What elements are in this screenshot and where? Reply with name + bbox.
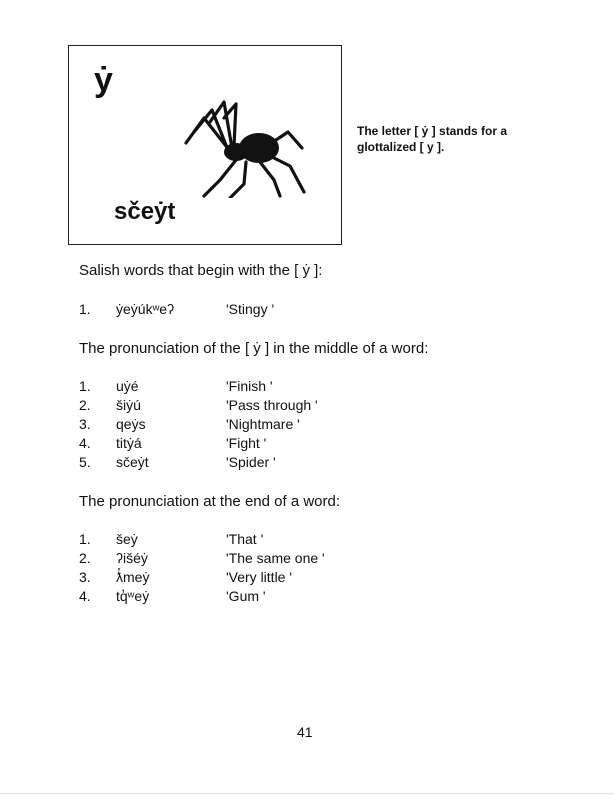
english-gloss: 'That ' [226,531,264,547]
english-gloss: 'Finish ' [226,378,273,394]
item-number: 5. [79,454,91,470]
english-gloss: 'Fight ' [226,435,267,451]
item-number: 1. [79,378,91,394]
english-gloss: 'Spider ' [226,454,276,470]
salish-word: sčeẏt [116,454,149,470]
section-heading-middle: The pronunciation of the [ ẏ ] in the middle of a word: [79,340,429,357]
page-edge-divider [0,793,614,794]
salish-word: ẏeẏúkʷeʔ [116,301,175,317]
item-number: 1. [79,531,91,547]
salish-word: šeẏ [116,531,138,547]
page-number: 41 [297,724,313,740]
english-gloss: 'Pass through ' [226,397,318,413]
english-gloss: 'Stingy ' [226,301,275,317]
item-number: 2. [79,397,91,413]
english-gloss: 'Gum ' [226,588,266,604]
english-gloss: 'Very little ' [226,569,293,585]
section-heading-end: The pronunciation at the end of a word: [79,493,341,510]
letter-caption: The letter [ ẏ ] stands for a glottalized [ y ]. [357,124,508,154]
item-number: 3. [79,569,91,585]
salish-word: tq̓ʷeẏ [116,588,150,604]
salish-word: qeẏs [116,416,146,432]
item-number: 1. [79,301,91,317]
english-gloss: 'Nightmare ' [226,416,300,432]
salish-word: uẏé [116,378,139,394]
item-number: 3. [79,416,91,432]
featured-word: sčeẏt [114,198,176,225]
featured-letter: ẏ [94,61,113,99]
salish-word: titẏá [116,435,142,451]
section-heading-beginning: Salish words that begin with the [ ẏ ]: [79,262,323,279]
salish-word: šiẏú [116,397,141,413]
english-gloss: 'The same one ' [226,550,325,566]
item-number: 4. [79,588,91,604]
item-number: 4. [79,435,91,451]
salish-word: ʔišéẏ [116,550,148,566]
spider-illustration [164,88,314,198]
letter-illustration-box [68,45,342,245]
salish-word: ƛ̓meẏ [116,569,150,585]
item-number: 2. [79,550,91,566]
